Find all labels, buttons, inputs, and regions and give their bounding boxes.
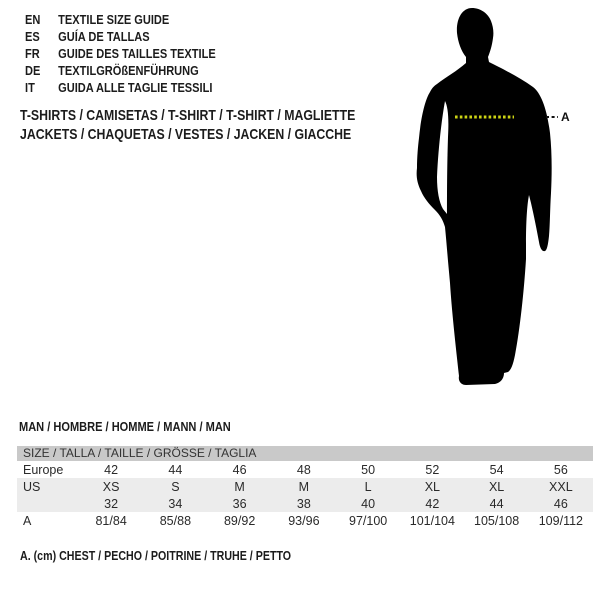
size-cell: 48 [296, 462, 311, 477]
size-cell: XXL [549, 479, 573, 494]
size-cell: 97/100 [349, 513, 388, 528]
row-label: Europe [23, 462, 64, 477]
language-code: FR [25, 46, 40, 61]
size-cell: 89/92 [223, 513, 256, 528]
size-cell: XS [102, 479, 120, 494]
size-cell: XL [424, 479, 441, 494]
size-cell: 36 [232, 496, 247, 511]
size-cell: 101/104 [409, 513, 455, 528]
size-cell: S [171, 479, 180, 494]
size-cell: 105/108 [474, 513, 520, 528]
measure-label-a: A [561, 110, 570, 124]
size-cell: 32 [104, 496, 119, 511]
language-code: IT [25, 80, 35, 95]
size-cell: 85/88 [159, 513, 192, 528]
size-cell: 42 [425, 496, 440, 511]
size-cell: 50 [361, 462, 376, 477]
size-table-header: SIZE / TALLA / TAILLE / GRÖSSE / TAGLIA [17, 446, 593, 461]
category-line-tshirts: T-SHIRTS / CAMISETAS / T-SHIRT / T-SHIRT / MAGLIETTE [20, 107, 356, 124]
language-label: GUÍA DE TALLAS [58, 29, 150, 44]
size-cell: 93/96 [288, 513, 320, 528]
language-row-de [25, 62, 382, 79]
language-label: GUIDA ALLE TAGLIE TESSILI [58, 80, 213, 95]
size-cell: 54 [489, 462, 504, 477]
size-cell: 34 [168, 496, 183, 511]
table-row-numeric [17, 495, 593, 512]
size-cell: L [364, 479, 372, 494]
language-label: TEXTILE SIZE GUIDE [58, 12, 170, 27]
size-cell: 40 [361, 496, 376, 511]
language-code: ES [25, 29, 40, 44]
language-label: TEXTILGRÖßENFÜHRUNG [58, 63, 199, 78]
size-cell: M [298, 479, 310, 494]
table-row-us [17, 478, 593, 495]
row-label: US [23, 479, 41, 494]
language-row-fr [25, 45, 382, 62]
size-cell: 42 [104, 462, 119, 477]
language-row-en [25, 11, 382, 28]
size-cell: 44 [489, 496, 504, 511]
language-row-it [25, 79, 382, 96]
size-cell: 56 [553, 462, 568, 477]
row-label: A [23, 513, 32, 528]
language-code: EN [25, 12, 41, 27]
language-row-es [25, 28, 382, 45]
size-cell: M [234, 479, 245, 494]
size-table [17, 446, 593, 529]
language-guide-list [25, 11, 382, 96]
size-cell: 46 [553, 496, 568, 511]
measurement-footnote: A. (cm) CHEST / PECHO / POITRINE / TRUHE / PETTO [20, 548, 292, 563]
measurement-figure [400, 5, 580, 395]
size-cell: 52 [425, 462, 440, 477]
size-cell: 109/112 [538, 513, 583, 528]
table-row-chest-a [17, 512, 593, 529]
size-cell: 46 [232, 462, 247, 477]
size-cell: 81/84 [95, 513, 127, 528]
size-cell: 38 [296, 496, 311, 511]
language-label: GUIDE DES TAILLES TEXTILE [58, 46, 216, 61]
table-row-europe [17, 461, 593, 478]
section-title-man: MAN / HOMBRE / HOMME / MANN / MAN [19, 419, 231, 434]
garment-categories [20, 106, 397, 144]
man-silhouette [417, 8, 552, 385]
category-line-jackets: JACKETS / CHAQUETAS / VESTES / JACKEN / GIACCHE [20, 126, 352, 143]
language-code: DE [25, 63, 41, 78]
size-cell: 44 [168, 462, 183, 477]
size-cell: XL [488, 479, 505, 494]
